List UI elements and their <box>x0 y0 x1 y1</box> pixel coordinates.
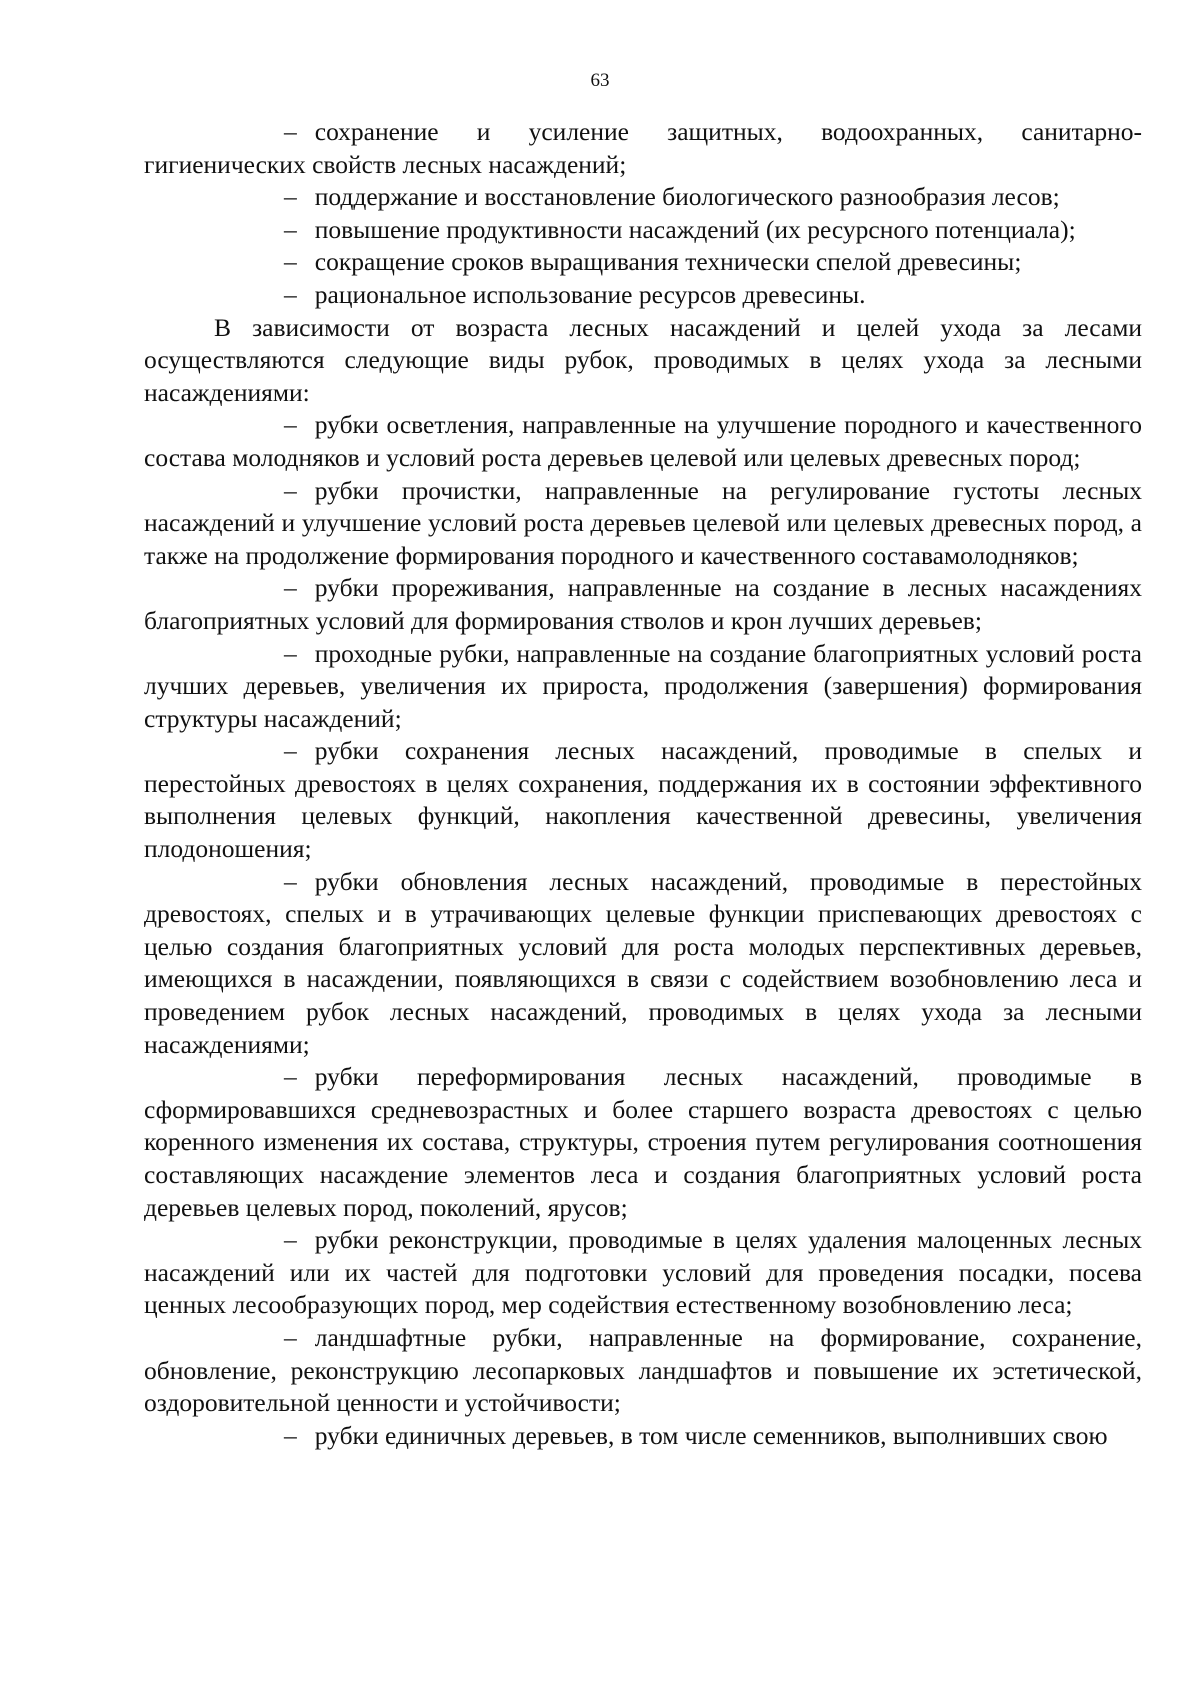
paragraph-text: В зависимости от возраста лесных насаждений и целей ухода за лесами осуществляются следующие виды рубок, проводимых в целях ухода за лесными насаждениями: <box>144 312 1142 407</box>
dash-marker: – <box>284 1420 297 1450</box>
list-item <box>144 1061 1142 1224</box>
dash-marker: – <box>284 866 297 896</box>
paragraph-text: повышение продуктивности насаждений (их ресурсного потенциала); <box>314 214 1076 244</box>
paragraph-text: рубки прочистки, направленные на регулирование густоты лесных насаждений и улучшение условий роста деревьев целевой или целевых древесных пород, а также на продолжение формирования породного и качественного составамолодняков; <box>144 475 1142 570</box>
paragraph-text: рубки обновления лесных насаждений, проводимые в перестойных древостоях, спелых и в утрачивающих целевые функции приспевающих древостоях с целью создания благоприятных условий для роста молодых перспективных деревьев, имеющихся в насаждении, появляющихся в связи с содействием возобновлению леса и проведением рубок лесных насаждений, проводимых в целях ухода за лесными насаждениями; <box>144 866 1142 1059</box>
list-item <box>144 1224 1142 1322</box>
dash-marker: – <box>284 1322 297 1352</box>
dash-marker: – <box>284 1062 297 1092</box>
paragraph-text: рубки переформирования лесных насаждений, проводимые в сформировавшихся средневозрастных и более старшего возраста древостоях с целью коренного изменения их состава, структуры, строения путем регулирования соотношения составляющих насаждение элементов леса и создания благоприятных условий роста деревьев целевых пород, поколений, ярусов; <box>144 1062 1142 1222</box>
list-item <box>144 1322 1142 1420</box>
dash-marker: – <box>284 214 297 244</box>
dash-marker: – <box>284 182 297 212</box>
paragraph-text: сокращение сроков выращивания технически спелой древесины; <box>314 247 1022 277</box>
list-item <box>144 181 1142 214</box>
dash-marker: – <box>284 736 297 766</box>
page-number: 63 <box>590 70 610 91</box>
list-item <box>144 279 1142 312</box>
dash-marker: – <box>284 1225 297 1255</box>
document-body <box>144 116 1142 1452</box>
paragraph <box>144 312 1142 410</box>
paragraph-text: проходные рубки, направленные на создание благоприятных условий роста лучших деревьев, увеличения их прироста, продолжения (завершения) формирования структуры насаждений; <box>144 638 1142 733</box>
dash-marker: – <box>284 117 297 146</box>
paragraph-text: сохранение и усиление защитных, водоохранных, санитарно-гигиенических свойств лесных насаждений; <box>144 117 1142 179</box>
dash-marker: – <box>284 638 297 668</box>
paragraph-text: рубки осветления, направленные на улучшение породного и качественного состава молодняков и условий роста деревьев целевой или целевых древесных пород; <box>144 410 1142 472</box>
paragraph-text: рациональное использование ресурсов древесины. <box>314 279 866 309</box>
list-item <box>144 214 1142 247</box>
list-item <box>144 409 1142 474</box>
dash-marker: – <box>284 247 297 277</box>
dash-marker: – <box>284 475 297 505</box>
list-item <box>144 638 1142 736</box>
list-item <box>144 866 1142 1062</box>
dash-marker: – <box>284 279 297 309</box>
paragraph-text: ландшафтные рубки, направленные на формирование, сохранение, обновление, реконструкцию лесопарковых ландшафтов и повышение их эстетической, оздоровительной ценности и устойчивости; <box>144 1322 1142 1418</box>
list-item <box>144 735 1142 865</box>
dash-marker: – <box>284 573 297 603</box>
paragraph-text: рубки единичных деревьев, в том числе семенников, выполнивших свою <box>314 1420 1108 1450</box>
paragraph-text: поддержание и восстановление биологического разнообразия лесов; <box>314 182 1060 212</box>
list-item <box>144 1420 1142 1453</box>
list-item <box>144 475 1142 573</box>
paragraph-text: рубки сохранения лесных насаждений, проводимые в спелых и перестойных древостоях в целях сохранения, поддержания их в состоянии эффективного выполнения целевых функций, накопления качественной древесины, увеличения плодоношения; <box>144 736 1142 864</box>
paragraph-text: рубки прореживания, направленные на создание в лесных насаждениях благоприятных условий для формирования стволов и крон лучших деревьев; <box>144 573 1142 635</box>
list-item <box>144 116 1142 181</box>
list-item <box>144 572 1142 637</box>
paragraph-text: рубки реконструкции, проводимые в целях удаления малоценных лесных насаждений или их частей для подготовки условий для проведения посадки, посева ценных лесообразующих пород, мер содействия естественному возобновлению леса; <box>144 1225 1142 1320</box>
list-item <box>144 246 1142 279</box>
dash-marker: – <box>284 410 297 440</box>
